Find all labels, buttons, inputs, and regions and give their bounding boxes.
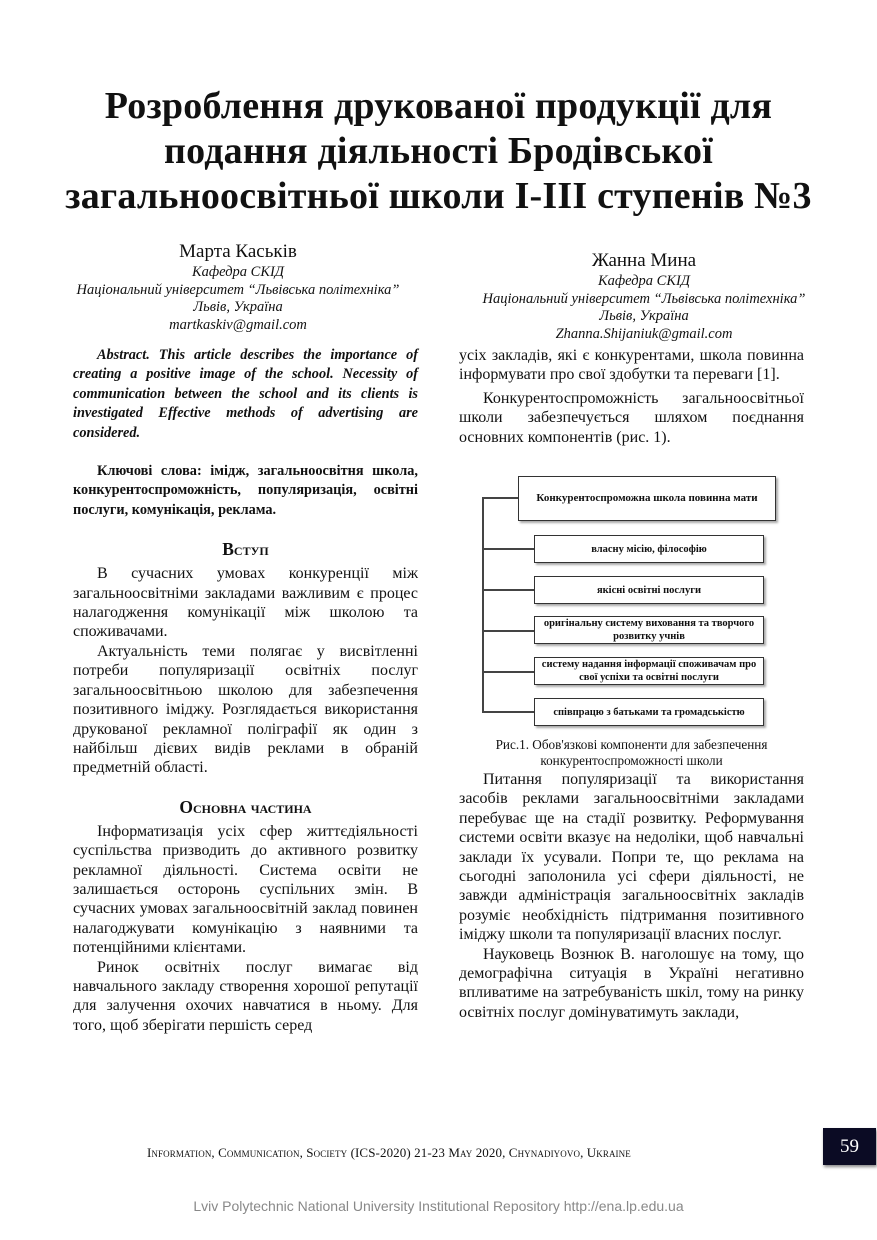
diagram-item-box: власну місію, філософію bbox=[534, 535, 764, 563]
author-city: Львів, Україна bbox=[193, 299, 283, 315]
paragraph: усіх закладів, які є конкурентами, школа повинна інформувати про свої здобутки та переваги [1]. bbox=[459, 347, 804, 384]
connector-3 bbox=[482, 630, 534, 632]
connector-root bbox=[482, 497, 518, 499]
author-department: Кафедра СКІД bbox=[597, 273, 691, 289]
paragraph: Актуальність теми полягає у висвітленні потреби популяризації освітніх послуг загальноосвітньою школою для забезпечення позитивного іміджу. Розглядається використання друкованої рекламної поліграфії як один з найбільш дієвих видів реклами в обраній предметній області. bbox=[73, 642, 418, 777]
author-name: Жанна Мина bbox=[591, 250, 697, 271]
connector-1 bbox=[482, 548, 534, 550]
author-university: Національний університет “Львівська політехніка” bbox=[482, 290, 806, 307]
figure-caption bbox=[459, 737, 804, 769]
diagram-item-box: систему надання інформації споживачам про свої успіхи та освітні послуги bbox=[534, 657, 764, 685]
right-column-bottom bbox=[459, 770, 804, 1022]
author-block-1 bbox=[48, 240, 428, 334]
section-heading-main: Основна частина bbox=[179, 796, 312, 817]
right-column-top bbox=[459, 346, 804, 447]
author-email: martkaskiv@gmail.com bbox=[169, 316, 307, 333]
diagram-item-box: співпрацю з батьками та громадськістю bbox=[534, 698, 764, 726]
paragraph: В сучасних умовах конкуренції між загальноосвітніми закладами важливим є процес налагодження комунікації між школою та споживачами. bbox=[73, 565, 418, 641]
author-department: Кафедра СКІД bbox=[191, 264, 285, 280]
author-block-2 bbox=[458, 249, 830, 343]
title-line-2: подання діяльності Бродівської bbox=[164, 130, 713, 172]
paragraph: Науковець Вознюк В. наголошує на тому, що демографічна ситуація в Україні негативно впливатиме на затребуваність шкіл, тому на ринку освітніх послуг домінуватимуть заклади, bbox=[459, 945, 804, 1021]
diagram-root-box: Конкурентоспроможна школа повинна мати bbox=[518, 476, 776, 521]
author-university: Національний університет “Львівська політехніка” bbox=[76, 281, 400, 298]
connector-vertical bbox=[482, 497, 484, 712]
paragraph: Ринок освітніх послуг вимагає від навчального закладу створення хорошої репутації для залучення охочих навчатися в ньому. Для того, щоб зберігати першість серед bbox=[73, 958, 418, 1034]
abstract: Abstract. This article describes the importance of creating a positive image of the school. Necessity of communication between the school and its clients is investigated Effective methods of advertising are considered. bbox=[73, 347, 418, 441]
paragraph: Інформатизація усіх сфер життєдіяльності суспільства призводить до активного розвитку рекламної діяльності. Система освіти не залишається осторонь суспільних змін. В сучасних умовах загальноосвітній заклад повинен налагоджувати комунікацію з наявними та потенційними клієнтами. bbox=[73, 822, 418, 957]
title-line-1: Розроблення друкованої продукції для bbox=[104, 85, 773, 127]
connector-5 bbox=[482, 711, 534, 713]
author-name: Марта Каськів bbox=[179, 241, 297, 262]
paragraph: Конкурентоспроможність загальноосвітньої школи забезпечується шляхом поєднання основних компонентів (рис. 1). bbox=[459, 389, 804, 446]
left-column bbox=[73, 346, 418, 1035]
paper-title bbox=[40, 84, 837, 219]
conference-footer: Information, Communication, Society (ICS-2020) 21-23 May 2020, Chynadiyovo, Ukraine bbox=[147, 1145, 631, 1160]
connector-2 bbox=[482, 589, 534, 591]
section-heading-intro: Вступ bbox=[222, 539, 269, 560]
connector-4 bbox=[482, 671, 534, 673]
diagram-item-box: оригінальну систему виховання та творчого розвитку учнів bbox=[534, 616, 764, 644]
page-number: 59 bbox=[840, 1135, 859, 1157]
keywords: Ключові слова: імідж, загальноосвітня школа, конкурентоспроможність, популяризація, освітні послуги, комунікація, реклама. bbox=[73, 463, 418, 518]
paragraph: Питання популяризації та використання засобів реклами загальноосвітніми закладами перебуває ще на стадії розвитку. Реформування системи освіти вказує на недоліки, щоб навчальні заклади їх усували. Попри те, що реклама на сьогодні заполонила усі сфери діяльності, не завжди адміністрація загальноосвітніх закладів розуміє необхідність підтримання позитивного іміджу школи та популяризації власних послуг. bbox=[459, 771, 804, 944]
author-email: Zhanna.Shijaniuk@gmail.com bbox=[555, 325, 733, 342]
author-city: Львів, Україна bbox=[599, 308, 689, 324]
caption-line-1: Рис.1. Обов'язкові компоненти для забезпечення bbox=[495, 737, 768, 752]
caption-line-2: конкурентоспроможності школи bbox=[540, 753, 723, 768]
page-number-badge bbox=[823, 1128, 876, 1165]
repository-link[interactable]: Lviv Polytechnic National University Institutional Repository http://ena.lp.edu.ua bbox=[193, 1198, 684, 1214]
diagram-item-box: якісні освітні послуги bbox=[534, 576, 764, 604]
title-line-3: загальноосвітньої школи І-ІІІ ступенів №3 bbox=[65, 175, 812, 217]
